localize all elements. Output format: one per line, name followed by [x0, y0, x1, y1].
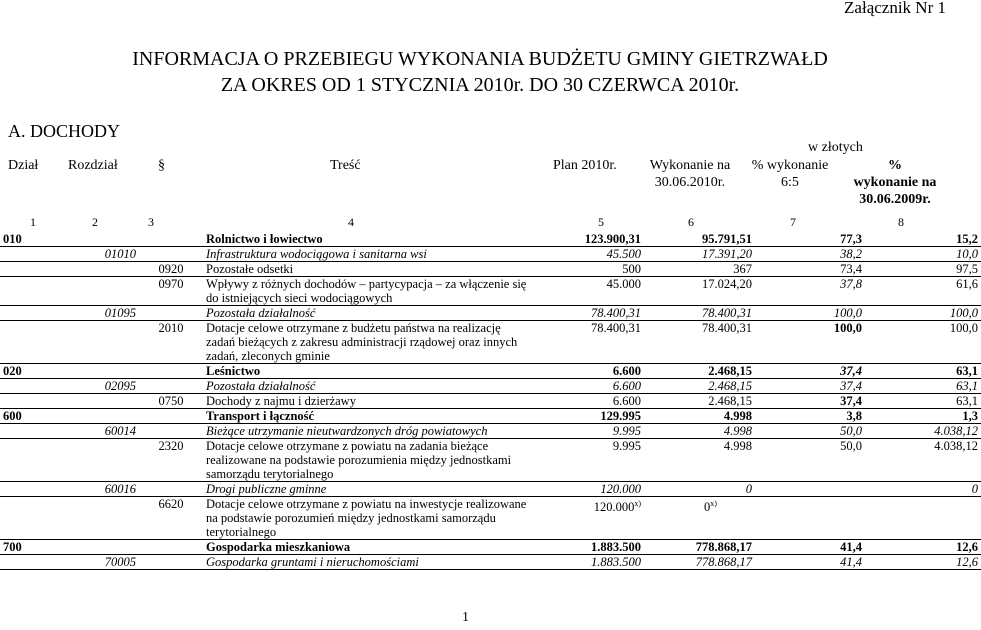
cell-rozdzial: 60016 — [61, 482, 139, 497]
cell-procent-2009: 100,0 — [865, 306, 981, 321]
cell-procent-2009: 0 — [865, 482, 981, 497]
cell-plan: 120.000 — [534, 482, 644, 497]
cell-paragraf — [139, 306, 203, 321]
cell-wykonanie: 78.400,31 — [644, 321, 755, 364]
table-row — [0, 439, 981, 482]
cell-paragraf: 0970 — [139, 277, 203, 306]
header-tresc: Treść — [330, 158, 361, 173]
header-dzial: Dział — [8, 158, 39, 173]
cell-rozdzial — [61, 364, 139, 379]
table-row — [0, 321, 981, 364]
cell-tresc: Gospodarka gruntami i nieruchomościami — [203, 555, 534, 570]
cell-paragraf — [139, 232, 203, 247]
cell-tresc: Leśnictwo — [203, 364, 534, 379]
cell-wykonanie: 2.468,15 — [644, 394, 755, 409]
cell-rozdzial — [61, 497, 139, 540]
cell-rozdzial: 02095 — [61, 379, 139, 394]
cell-procent — [755, 482, 865, 497]
table-row — [0, 232, 981, 247]
cell-procent-2009: 97,5 — [865, 262, 981, 277]
header-procent: % wykonanie 6:5 — [751, 158, 829, 190]
cell-procent: 100,0 — [755, 321, 865, 364]
cell-procent-2009: 4.038,12 — [865, 424, 981, 439]
cell-plan: 129.995 — [534, 409, 644, 424]
col-number-6: 6 — [688, 215, 694, 229]
cell-dzial: 600 — [0, 409, 61, 424]
cell-wykonanie: 367 — [644, 262, 755, 277]
cell-paragraf — [139, 482, 203, 497]
cell-plan: 9.995 — [534, 439, 644, 482]
cell-procent: 41,4 — [755, 540, 865, 555]
cell-dzial: 700 — [0, 540, 61, 555]
cell-procent-2009: 63,1 — [865, 379, 981, 394]
cell-tresc: Transport i łączność — [203, 409, 534, 424]
cell-tresc: Wpływy z różnych dochodów – partycypacja – za włączenie się do istniejących sieci wodociągowych — [203, 277, 534, 306]
table-row — [0, 247, 981, 262]
header-rozdzial: Rozdział — [68, 158, 118, 173]
cell-wykonanie: 17.391,20 — [644, 247, 755, 262]
cell-wykonanie: 95.791,51 — [644, 232, 755, 247]
header-procent-2009: % wykonanie na 30.06.2009r. — [853, 158, 937, 207]
cell-procent: 37,4 — [755, 394, 865, 409]
cell-paragraf: 2010 — [139, 321, 203, 364]
cell-procent: 37,4 — [755, 364, 865, 379]
col-number-1: 1 — [30, 215, 36, 229]
cell-procent-2009: 100,0 — [865, 321, 981, 364]
cell-plan: 45.500 — [534, 247, 644, 262]
cell-dzial: 010 — [0, 232, 61, 247]
cell-paragraf — [139, 247, 203, 262]
cell-rozdzial: 01010 — [61, 247, 139, 262]
table-row — [0, 364, 981, 379]
cell-procent: 73,4 — [755, 262, 865, 277]
cell-dzial — [0, 394, 61, 409]
table-row — [0, 306, 981, 321]
document-title-line-1: INFORMACJA O PRZEBIEGU WYKONANIA BUDŻETU GMINY GIETRZWAŁD — [132, 48, 828, 70]
cell-procent-2009: 12,6 — [865, 540, 981, 555]
cell-tresc: Pozostała działalność — [203, 306, 534, 321]
cell-rozdzial — [61, 540, 139, 555]
cell-rozdzial: 70005 — [61, 555, 139, 570]
cell-tresc: Dotacje celowe otrzymane z budżetu państwa na realizację zadań bieżących z zakresu administracji rządowej oraz innych zadań, zleconych gminie — [203, 321, 534, 364]
cell-plan: 6.600 — [534, 364, 644, 379]
cell-wykonanie: 4.998 — [644, 409, 755, 424]
cell-procent-2009: 15,2 — [865, 232, 981, 247]
table-row — [0, 555, 981, 570]
cell-paragraf: 0920 — [139, 262, 203, 277]
cell-procent-2009: 61,6 — [865, 277, 981, 306]
col-number-7: 7 — [790, 215, 796, 229]
cell-dzial: 020 — [0, 364, 61, 379]
cell-procent: 50,0 — [755, 439, 865, 482]
revenue-table — [0, 232, 981, 570]
cell-wykonanie: 2.468,15 — [644, 364, 755, 379]
cell-tresc: Pozostałe odsetki — [203, 262, 534, 277]
cell-procent-2009: 63,1 — [865, 394, 981, 409]
page-number: 1 — [462, 610, 469, 625]
cell-procent-2009: 12,6 — [865, 555, 981, 570]
header-plan: Plan 2010r. — [553, 158, 617, 173]
table-row — [0, 379, 981, 394]
table-row — [0, 424, 981, 439]
cell-procent-2009: 1,3 — [865, 409, 981, 424]
cell-procent: 38,2 — [755, 247, 865, 262]
cell-plan: 78.400,31 — [534, 321, 644, 364]
cell-plan: 45.000 — [534, 277, 644, 306]
cell-dzial — [0, 482, 61, 497]
cell-dzial — [0, 247, 61, 262]
annex-label: Załącznik Nr 1 — [844, 0, 946, 17]
cell-rozdzial — [61, 262, 139, 277]
cell-plan: 9.995 — [534, 424, 644, 439]
cell-dzial — [0, 262, 61, 277]
cell-plan: 1.883.500 — [534, 540, 644, 555]
cell-tresc: Infrastruktura wodociągowa i sanitarna wsi — [203, 247, 534, 262]
col-number-3: 3 — [148, 215, 154, 229]
cell-rozdzial — [61, 232, 139, 247]
cell-dzial — [0, 379, 61, 394]
cell-procent-2009: 63,1 — [865, 364, 981, 379]
cell-plan: 6.600 — [534, 379, 644, 394]
cell-paragraf — [139, 364, 203, 379]
cell-paragraf — [139, 555, 203, 570]
col-number-5: 5 — [598, 215, 604, 229]
cell-rozdzial: 01095 — [61, 306, 139, 321]
cell-procent: 3,8 — [755, 409, 865, 424]
cell-procent: 41,4 — [755, 555, 865, 570]
cell-plan: 78.400,31 — [534, 306, 644, 321]
cell-dzial — [0, 439, 61, 482]
cell-dzial — [0, 306, 61, 321]
cell-procent: 77,3 — [755, 232, 865, 247]
col-number-8: 8 — [898, 215, 904, 229]
cell-wykonanie: 4.998 — [644, 424, 755, 439]
cell-procent: 37,8 — [755, 277, 865, 306]
table-row — [0, 262, 981, 277]
cell-dzial — [0, 424, 61, 439]
table-row — [0, 409, 981, 424]
cell-procent — [755, 497, 865, 540]
cell-tresc: Dotacje celowe otrzymane z powiatu na zadania bieżące realizowane na podstawie porozumienia między jednostkami samorządu terytorialnego — [203, 439, 534, 482]
cell-dzial — [0, 321, 61, 364]
cell-procent-2009: 4.038,12 — [865, 439, 981, 482]
cell-wykonanie: 78.400,31 — [644, 306, 755, 321]
table-row — [0, 540, 981, 555]
cell-wykonanie: 4.998 — [644, 439, 755, 482]
cell-tresc: Gospodarka mieszkaniowa — [203, 540, 534, 555]
cell-procent-2009 — [865, 497, 981, 540]
header-paragraf: § — [158, 158, 165, 173]
cell-dzial — [0, 277, 61, 306]
cell-paragraf: 6620 — [139, 497, 203, 540]
cell-plan: 123.900,31 — [534, 232, 644, 247]
section-heading: A. DOCHODY — [8, 121, 120, 141]
cell-wykonanie: 778.868,17 — [644, 555, 755, 570]
table-row — [0, 497, 981, 540]
cell-paragraf — [139, 409, 203, 424]
cell-tresc: Dotacje celowe otrzymane z powiatu na inwestycje realizowane na podstawie porozumień między jednostkami samorządu terytorialnego — [203, 497, 534, 540]
col-number-4: 4 — [348, 215, 354, 229]
cell-tresc: Drogi publiczne gminne — [203, 482, 534, 497]
cell-plan: 6.600 — [534, 394, 644, 409]
cell-plan: 500 — [534, 262, 644, 277]
cell-rozdzial — [61, 321, 139, 364]
cell-wykonanie: 0 — [644, 482, 755, 497]
cell-rozdzial: 60014 — [61, 424, 139, 439]
cell-paragraf — [139, 424, 203, 439]
cell-procent: 37,4 — [755, 379, 865, 394]
col-number-2: 2 — [92, 215, 98, 229]
table-row — [0, 482, 981, 497]
cell-plan: 120.000$^{x)}$ — [534, 497, 644, 540]
cell-tresc: Rolnictwo i łowiectwo — [203, 232, 534, 247]
cell-wykonanie: 778.868,17 — [644, 540, 755, 555]
cell-tresc: Dochody z najmu i dzierżawy — [203, 394, 534, 409]
cell-paragraf: 0750 — [139, 394, 203, 409]
cell-tresc: Pozostała działalność — [203, 379, 534, 394]
cell-dzial — [0, 497, 61, 540]
header-wykonanie: Wykonanie na 30.06.2010r. — [649, 158, 731, 190]
cell-paragraf — [139, 540, 203, 555]
cell-rozdzial — [61, 409, 139, 424]
cell-wykonanie: 0$^{x)}$ — [644, 497, 755, 540]
cell-rozdzial — [61, 394, 139, 409]
unit-label: w złotych — [808, 140, 863, 155]
cell-paragraf — [139, 379, 203, 394]
table-row — [0, 277, 981, 306]
cell-rozdzial — [61, 277, 139, 306]
cell-wykonanie: 2.468,15 — [644, 379, 755, 394]
cell-wykonanie: 17.024,20 — [644, 277, 755, 306]
cell-tresc: Bieżące utrzymanie nieutwardzonych dróg powiatowych — [203, 424, 534, 439]
cell-dzial — [0, 555, 61, 570]
cell-plan: 1.883.500 — [534, 555, 644, 570]
cell-paragraf: 2320 — [139, 439, 203, 482]
cell-procent: 100,0 — [755, 306, 865, 321]
document-title-line-2: ZA OKRES OD 1 STYCZNIA 2010r. DO 30 CZERWCA 2010r. — [220, 74, 740, 96]
cell-procent-2009: 10,0 — [865, 247, 981, 262]
cell-procent: 50,0 — [755, 424, 865, 439]
cell-rozdzial — [61, 439, 139, 482]
table-row — [0, 394, 981, 409]
